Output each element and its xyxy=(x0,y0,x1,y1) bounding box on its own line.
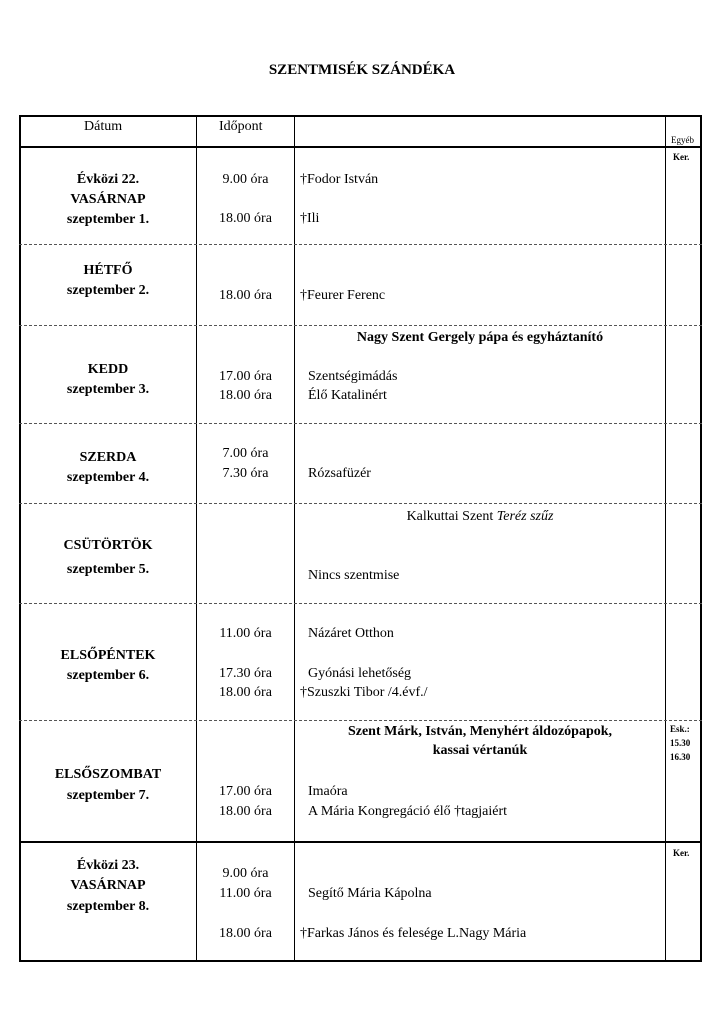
column-divider xyxy=(196,115,197,962)
row-divider xyxy=(19,244,702,245)
day-line: Évközi 23. xyxy=(76,858,140,873)
other-note: Esk.: xyxy=(670,724,690,734)
feast-heading: Szent Márk, István, Menyhért áldozópapok, xyxy=(347,724,613,739)
mass-intention: †Ili xyxy=(300,211,320,226)
row-divider xyxy=(19,503,702,504)
feast-heading: kassai vértanúk xyxy=(432,743,528,758)
day-line: ELSŐPÉNTEK xyxy=(60,648,156,663)
mass-intention: Rózsafüzér xyxy=(308,466,371,481)
other-note: Ker. xyxy=(673,848,690,858)
mass-time: 18.00 óra xyxy=(219,804,272,819)
mass-time: 7.00 óra xyxy=(222,446,269,461)
mass-intention: Segítő Mária Kápolna xyxy=(308,886,432,901)
mass-intention: †Farkas János és felesége L.Nagy Mária xyxy=(300,926,527,941)
page-title: SZENTMISÉK SZÁNDÉKA xyxy=(268,62,456,78)
mass-time: 17.00 óra xyxy=(219,784,272,799)
day-line: HÉTFŐ xyxy=(83,263,133,278)
mass-intention: Nincs szentmise xyxy=(308,568,400,583)
day-line: szeptember 1. xyxy=(66,212,150,227)
day-line: szeptember 7. xyxy=(66,788,150,803)
day-line: ELSŐSZOMBAT xyxy=(54,767,162,782)
mass-intention: Élő Katalinért xyxy=(308,388,387,403)
mass-time: 18.00 óra xyxy=(219,388,272,403)
mass-time: 9.00 óra xyxy=(222,866,269,881)
mass-time: 18.00 óra xyxy=(219,685,272,700)
mass-time: 17.00 óra xyxy=(219,369,272,384)
mass-intention: Gyónási lehetőség xyxy=(308,666,412,681)
day-line: VASÁRNAP xyxy=(70,878,146,893)
day-line: Évközi 22. xyxy=(76,172,140,187)
row-divider xyxy=(19,325,702,326)
day-line: szeptember 4. xyxy=(66,470,150,485)
row-divider xyxy=(19,423,702,424)
row-divider xyxy=(19,720,702,721)
mass-time: 11.00 óra xyxy=(219,886,272,901)
day-line: CSÜTÖRTÖK xyxy=(63,538,153,553)
mass-intention: †Feurer Ferenc xyxy=(300,288,386,303)
mass-intention: †Fodor István xyxy=(300,172,379,187)
mass-time: 7.30 óra xyxy=(222,466,269,481)
mass-time: 18.00 óra xyxy=(219,288,272,303)
mass-intention: Názáret Otthon xyxy=(308,626,394,641)
day-line: szeptember 6. xyxy=(66,668,150,683)
mass-time: 11.00 óra xyxy=(219,626,272,641)
other-note: 15.30 xyxy=(670,738,691,748)
other-note: 16.30 xyxy=(670,752,691,762)
day-line: VASÁRNAP xyxy=(70,192,146,207)
mass-time: 18.00 óra xyxy=(219,211,272,226)
mass-intention: A Mária Kongregáció élő †tagjaiért xyxy=(308,804,508,819)
header-time: Időpont xyxy=(219,119,263,134)
row-divider xyxy=(19,603,702,604)
day-line: KEDD xyxy=(87,362,129,377)
header-date: Dátum xyxy=(84,119,123,134)
feast-heading: Nagy Szent Gergely pápa és egyháztanító xyxy=(356,330,604,345)
other-note: Ker. xyxy=(673,152,690,162)
header-divider xyxy=(19,146,702,148)
mass-time: 17.30 óra xyxy=(219,666,272,681)
mass-time: 9.00 óra xyxy=(222,172,269,187)
row-divider xyxy=(19,841,702,843)
column-divider xyxy=(665,115,666,962)
mass-intention: Imaóra xyxy=(308,784,348,799)
mass-intention: Szentségimádás xyxy=(308,369,398,384)
day-line: szeptember 2. xyxy=(66,283,150,298)
header-other: Egyéb xyxy=(671,135,694,145)
day-line: SZERDA xyxy=(79,450,137,465)
mass-time: 18.00 óra xyxy=(219,926,272,941)
column-divider xyxy=(294,115,295,962)
day-line: szeptember 3. xyxy=(66,382,150,397)
day-line: szeptember 5. xyxy=(66,562,150,577)
day-line: szeptember 8. xyxy=(66,899,150,914)
feast-heading: Kalkuttai Szent Teréz szűz xyxy=(406,509,554,524)
mass-intention: †Szuszki Tibor /4.évf./ xyxy=(300,685,428,700)
